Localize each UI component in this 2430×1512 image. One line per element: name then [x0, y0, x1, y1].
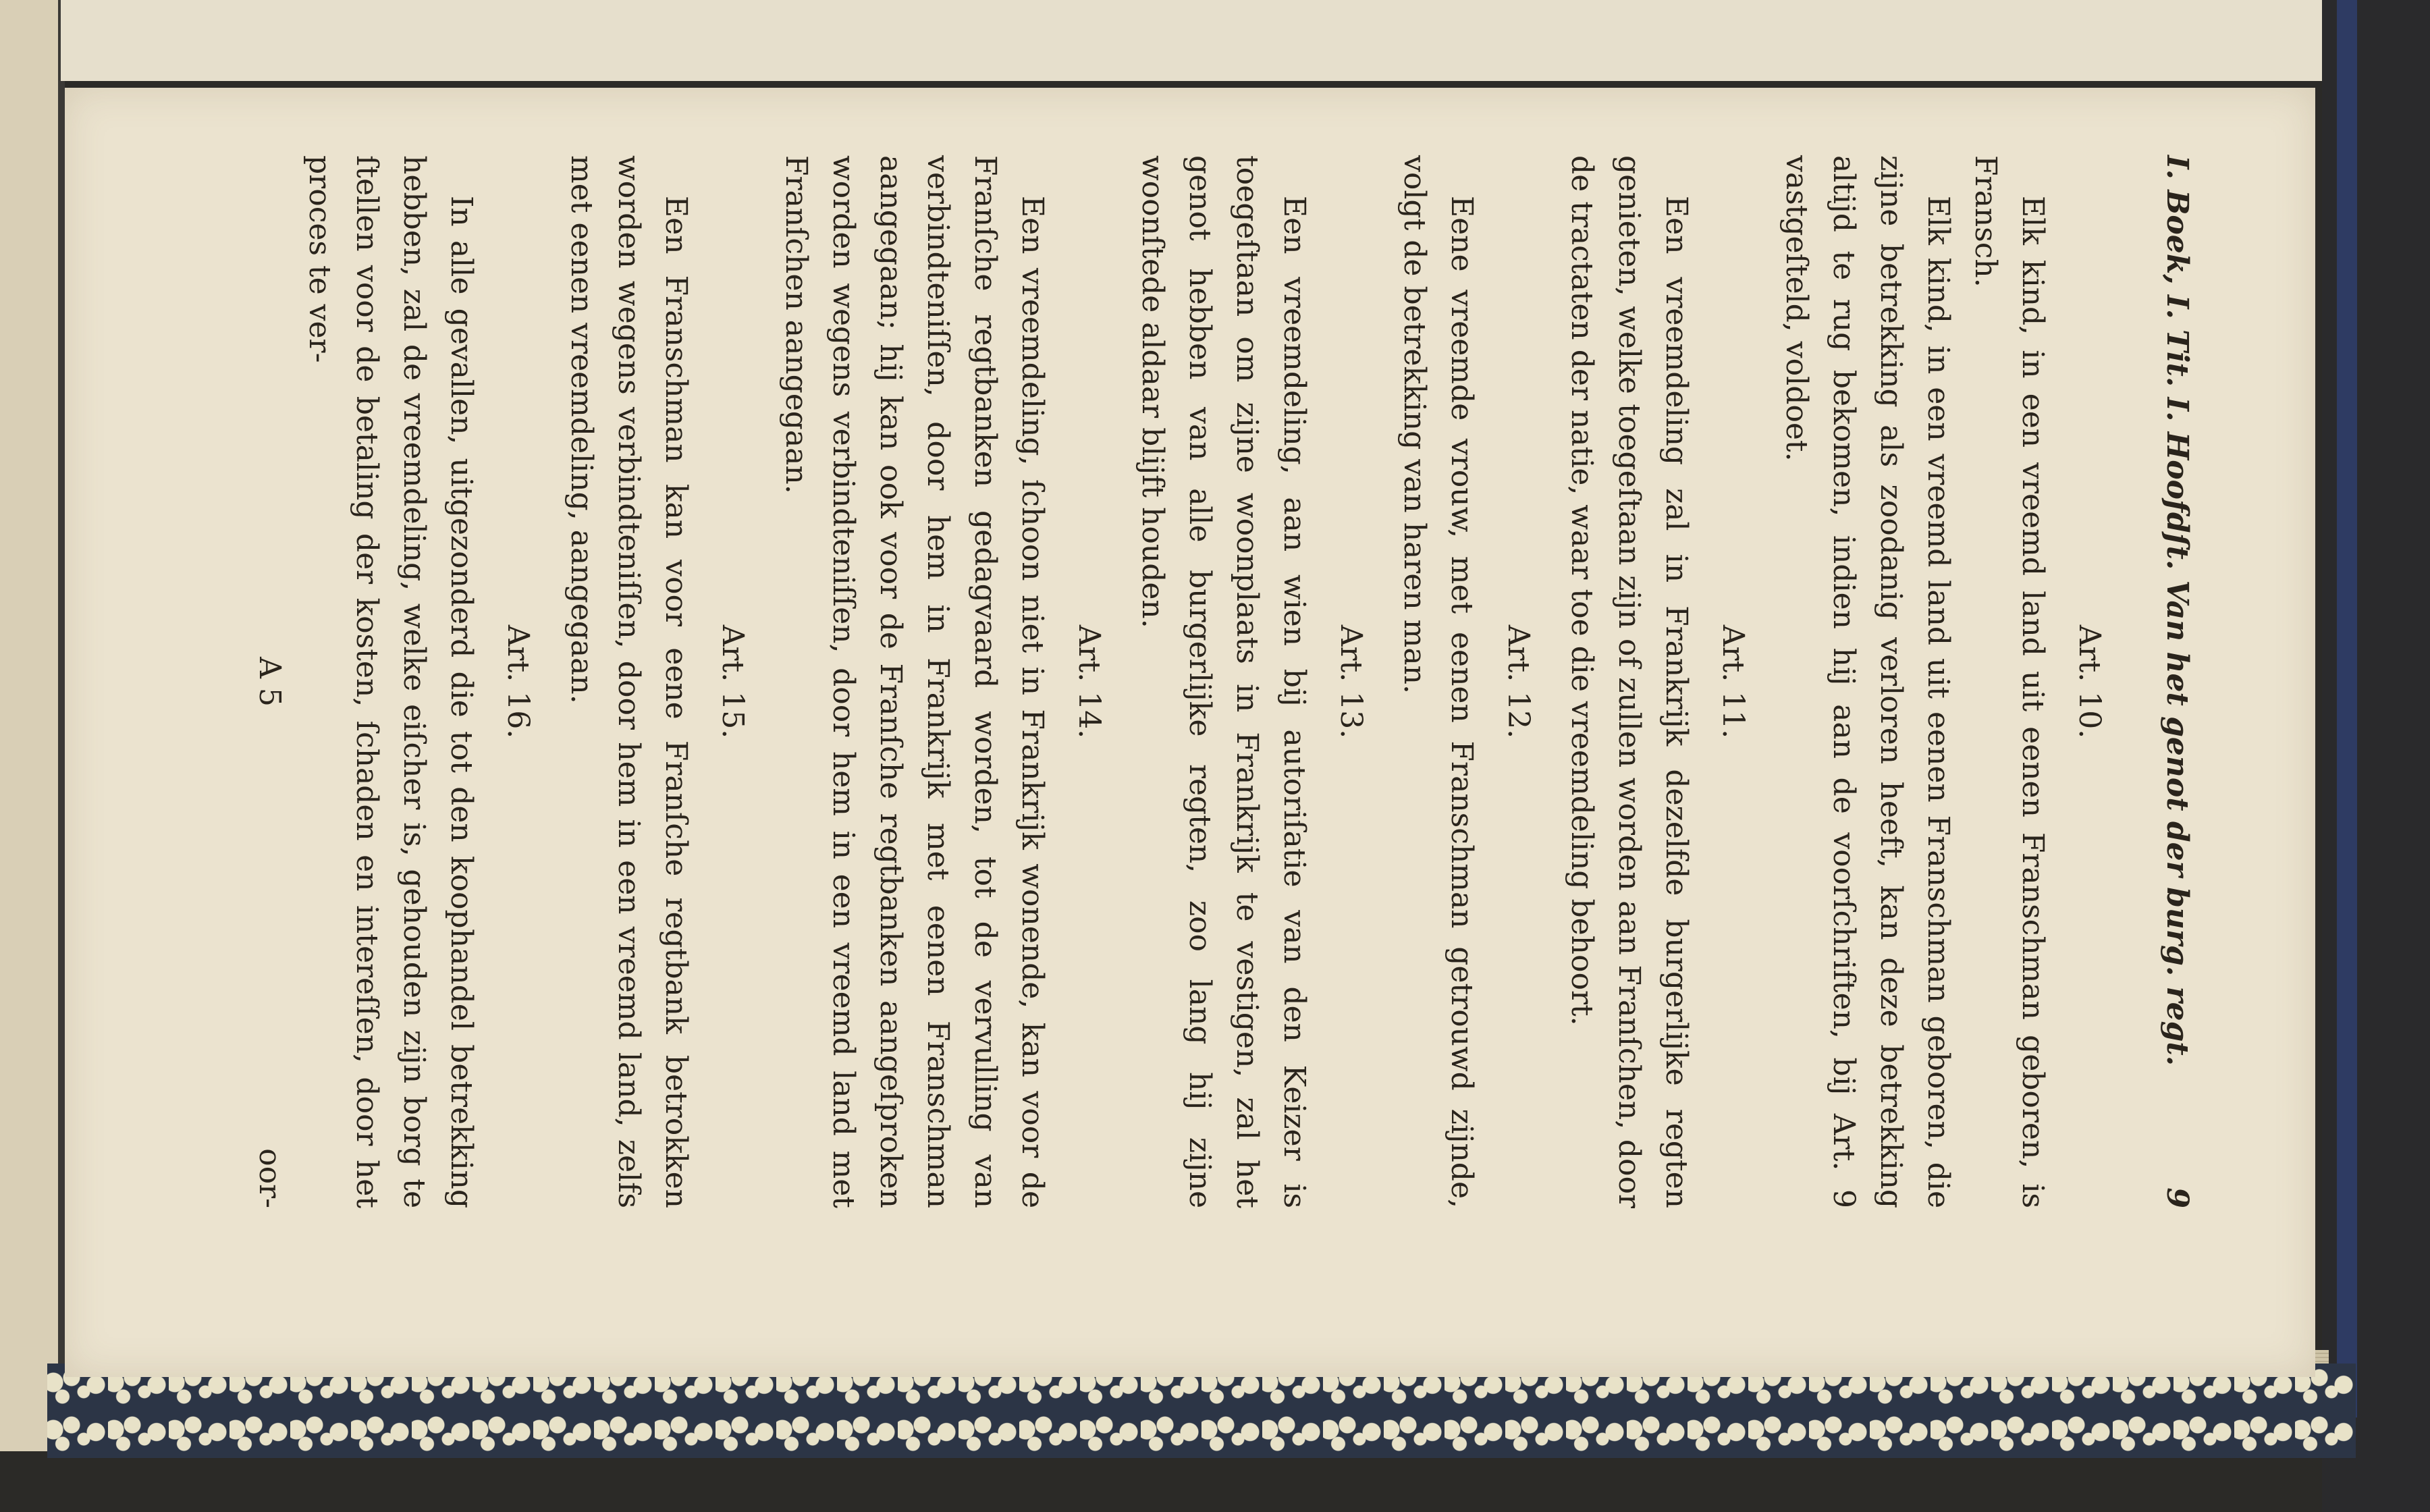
article-heading: Art. 10.: [2072, 624, 2107, 739]
article-paragraph: Een Franschman kan voor eene Franſche regtbank betrokken worden wegens verbindteniſſen, door hem in een vreemd land, zelfs met eenen vreemdeling, aangegaan.: [564, 155, 693, 1208]
running-header: [2153, 155, 2200, 1208]
article-heading: Art. 11.: [1716, 624, 1750, 739]
blue-cover-binding: [2337, 0, 2357, 1418]
previous-page-edge: [0, 0, 61, 1451]
article-paragraph: Elk kind, in een vreemd land uit eenen Franschman geboren, die zijne betrekking als zoodanig verloren heeft, kan deze betrekking altijd te rug bekomen, indien hij aan de voorſchriften, bij Art. 9 vastgeſteld, voldoet.: [1779, 155, 1955, 1208]
article-paragraph: Een vreemdeling, aan wien bij autoriſatie van den Keizer is toegeſtaan om zijne woonplaats in Frankrijk te vestigen, zal het genot hebben van alle burgerlijke regten, zoo lang hij zijne woonſtede aldaar blijft houden.: [1135, 155, 1312, 1208]
article-heading: Art. 15.: [716, 624, 750, 739]
signature-mark: A 5: [252, 657, 287, 707]
article-heading: Art. 12.: [1501, 624, 1536, 739]
article-heading: Art. 13.: [1334, 624, 1368, 739]
catchword: oor-: [252, 1148, 287, 1208]
article-paragraph: In alle gevallen, uitgezonderd die tot den koophandel betrekking hebben, zal de vreemdeling, welke eiſcher is, gehouden zijn borg te ſtellen voor de betaling der kosten, ſchaden en intereſſen, door het proces te ver-: [302, 155, 479, 1208]
article-paragraph: Een vreemdeling, ſchoon niet in Frankrijk wonende, kan voor de Franſche regtbanken gedagvaard worden, tot de vervulling van verbindteniſſen, door hem in Frankrijk met eenen Franschman aangegaan; hij kan ook voor de Franſche regtbanken aangeſproken worden wegens verbindteniſſen, door hem in een vreemd land met Franſchen aangegaan.: [779, 155, 1050, 1208]
article-heading: Art. 16.: [501, 624, 535, 739]
facing-page-edge: [61, 0, 2322, 81]
article-paragraph: Een vreemdeling zal in Frankrijk dezelfde burgerlijke regten genieten, welke toegeſtaan zijn of zullen worden aan Franſchen, door de tractaten der natie, waar toe die vreemdeling behoort.: [1565, 155, 1694, 1208]
page-text: [246, 155, 2200, 1208]
article-paragraph: Eene vreemde vrouw, met eenen Franschman getrouwd zijnde, volgt de betrekking van haren man.: [1397, 155, 1479, 1208]
article-paragraph: Elk kind, in een vreemd land uit eenen Franschman geboren, is Fransch.: [1968, 155, 2050, 1208]
articles-container: [296, 155, 2113, 1208]
gutter-shadow: [58, 0, 65, 1451]
running-title: I. Boek, I. Tit. I. Hoofdſt. Van het genot der burg. regt.: [2160, 155, 2194, 1066]
article-heading: Art. 14.: [1072, 624, 1106, 739]
page-number: 9: [2160, 1187, 2194, 1208]
marbled-endpaper: [47, 1364, 2356, 1458]
